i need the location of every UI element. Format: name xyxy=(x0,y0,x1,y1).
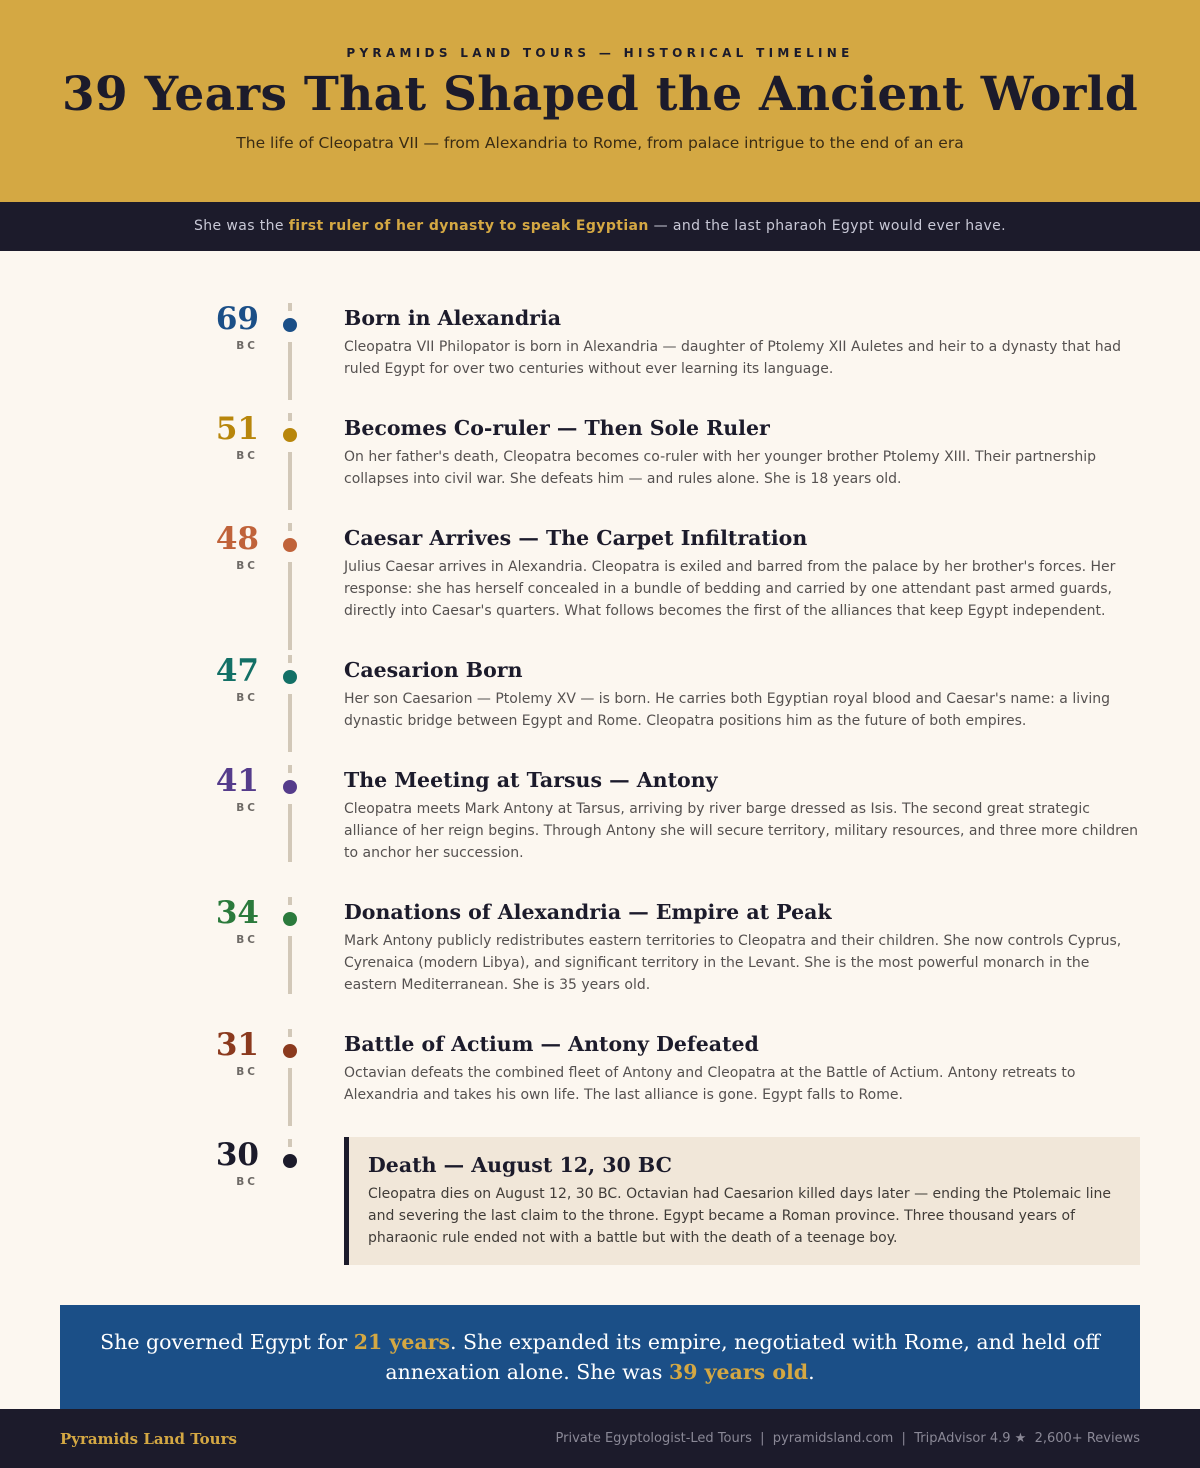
footer-info: Private Egyptologist-Led Tours | pyramidsland.com | TripAdvisor 4.9 ★ 2,600+ Reviews xyxy=(555,1431,1140,1446)
entry-title: Caesarion Born xyxy=(344,658,523,682)
timeline-dot xyxy=(283,670,297,684)
entry-description: On her father's death, Cleopatra becomes co-ruler with her younger brother Ptolemy XIII. Their partnership collapses into civil war. She defeats him — and rules alone. She is 18 years old. xyxy=(344,449,1096,487)
entry-description: Her son Caesarion — Ptolemy XV — is born. He carries both Egyptian royal blood and Caesar's name: a living dynastic bridge between Egypt and Rome. Cleopatra positions him as the future of both empires. xyxy=(344,691,1111,729)
entry-era: BC xyxy=(236,560,258,572)
entry-era: BC xyxy=(236,692,258,704)
entry-title: Battle of Actium — Antony Defeated xyxy=(344,1032,759,1056)
entry-title: The Meeting at Tarsus — Antony xyxy=(344,768,718,792)
page-footer xyxy=(0,1409,1200,1468)
fact-banner xyxy=(0,202,1200,251)
entry-content xyxy=(344,766,1144,864)
timeline-dot xyxy=(283,1044,297,1058)
entry-year: 47 xyxy=(215,653,259,689)
summary-part: She governed Egypt for xyxy=(100,1330,354,1354)
timeline-line xyxy=(288,303,292,311)
entry-year: 41 xyxy=(215,763,259,799)
timeline-line xyxy=(288,655,292,663)
header-eyebrow: PYRAMIDS LAND TOURS — HISTORICAL TIMELINE xyxy=(346,46,854,60)
timeline-line xyxy=(288,452,292,510)
timeline xyxy=(0,251,1200,1305)
entry-content xyxy=(344,1030,1144,1106)
entry-content xyxy=(344,524,1144,622)
timeline-line xyxy=(288,1068,292,1126)
final-event-card xyxy=(344,1137,1140,1265)
timeline-dot xyxy=(283,318,297,332)
timeline-dot xyxy=(283,912,297,926)
entry-year: 51 xyxy=(215,411,259,447)
page-subtitle: The life of Cleopatra VII — from Alexandria to Rome, from palace intrigue to the end of an era xyxy=(236,134,964,152)
entry-year: 69 xyxy=(215,301,259,337)
entry-content xyxy=(344,898,1144,996)
page-header xyxy=(0,0,1200,202)
entry-content xyxy=(344,656,1144,732)
timeline-dot xyxy=(283,538,297,552)
final-event-title: Death — August 12, 30 BC xyxy=(368,1153,672,1177)
entry-era: BC xyxy=(236,340,258,352)
timeline-line xyxy=(288,804,292,862)
banner-text-after: — and the last pharaoh Egypt would ever have. xyxy=(648,218,1007,234)
entry-description: Cleopatra VII Philopator is born in Alexandria — daughter of Ptolemy XII Auletes and heir to a dynasty that had ruled Egypt for over two centuries without ever learning its language. xyxy=(344,339,1122,377)
timeline-line xyxy=(288,413,292,421)
final-event-description: Cleopatra dies on August 12, 30 BC. Octavian had Caesarion killed days later — ending the Ptolemaic line and severing the last claim to the throne. Egypt became a Roman province. Three thousand years of pharaonic rule ended not with a battle but with the death of a teenage boy. xyxy=(368,1186,1111,1246)
entry-title: Becomes Co-ruler — Then Sole Ruler xyxy=(344,416,770,440)
timeline-line xyxy=(288,765,292,773)
entry-content xyxy=(344,414,1144,490)
banner-highlight: first ruler of her dynasty to speak Egyptian xyxy=(288,218,649,234)
timeline-line xyxy=(288,562,292,650)
entry-description: Julius Caesar arrives in Alexandria. Cleopatra is exiled and barred from the palace by her brother's forces. Her response: she has herself concealed in a bundle of bedding and carried by one attendant past armed guards, directly into Caesar's quarters. What follows becomes the first of the alliances that keep Egypt independent. xyxy=(344,559,1116,619)
entry-title: Donations of Alexandria — Empire at Peak xyxy=(344,900,832,924)
entry-description: Cleopatra meets Mark Antony at Tarsus, arriving by river barge dressed as Isis. The second great strategic alliance of her reign begins. Through Antony she will secure territory, military resources, and three more children to anchor her succession. xyxy=(344,801,1139,861)
summary-highlight-age: 39 years old xyxy=(668,1360,809,1384)
entry-year: 34 xyxy=(215,895,259,931)
entry-year: 48 xyxy=(215,521,259,557)
entry-era: BC xyxy=(236,934,258,946)
summary-box xyxy=(60,1305,1140,1409)
timeline-dot xyxy=(283,428,297,442)
page-title: 39 Years That Shaped the Ancient World xyxy=(62,67,1138,122)
entry-content xyxy=(344,304,1144,380)
entry-description: Octavian defeats the combined fleet of Antony and Cleopatra at the Battle of Actium. Antony retreats to Alexandria and takes his own life. The last alliance is gone. Egypt falls to Rome. xyxy=(344,1065,1076,1103)
timeline-line xyxy=(288,342,292,400)
summary-text xyxy=(60,1327,1140,1387)
timeline-line xyxy=(288,1029,292,1037)
timeline-line xyxy=(288,897,292,905)
entry-era: BC xyxy=(236,802,258,814)
footer-brand: Pyramids Land Tours xyxy=(60,1430,237,1448)
summary-part: . She expanded its empire, negotiated with Rome, and held off annexation alone. She was xyxy=(385,1330,1100,1384)
timeline-line xyxy=(288,1139,292,1147)
timeline-line xyxy=(288,523,292,531)
timeline-line xyxy=(288,694,292,752)
entry-year: 31 xyxy=(215,1027,259,1063)
timeline-dot xyxy=(283,1154,297,1168)
entry-era: BC xyxy=(236,450,258,462)
entry-era: BC xyxy=(236,1066,258,1078)
summary-highlight-years: 21 years xyxy=(353,1330,450,1354)
timeline-line xyxy=(288,936,292,994)
entry-year: 30 xyxy=(215,1137,259,1173)
entry-title: Born in Alexandria xyxy=(344,306,562,330)
summary-part: . xyxy=(808,1360,815,1384)
banner-text-before: She was the xyxy=(193,218,289,234)
timeline-dot xyxy=(283,780,297,794)
entry-title: Caesar Arrives — The Carpet Infiltration xyxy=(344,526,808,550)
entry-era: BC xyxy=(236,1176,258,1188)
entry-description: Mark Antony publicly redistributes eastern territories to Cleopatra and their children. She now controls Cyprus, Cyrenaica (modern Libya), and significant territory in the Levant. She is the most powerful monarch in the eastern Mediterranean. She is 35 years old. xyxy=(344,933,1122,993)
